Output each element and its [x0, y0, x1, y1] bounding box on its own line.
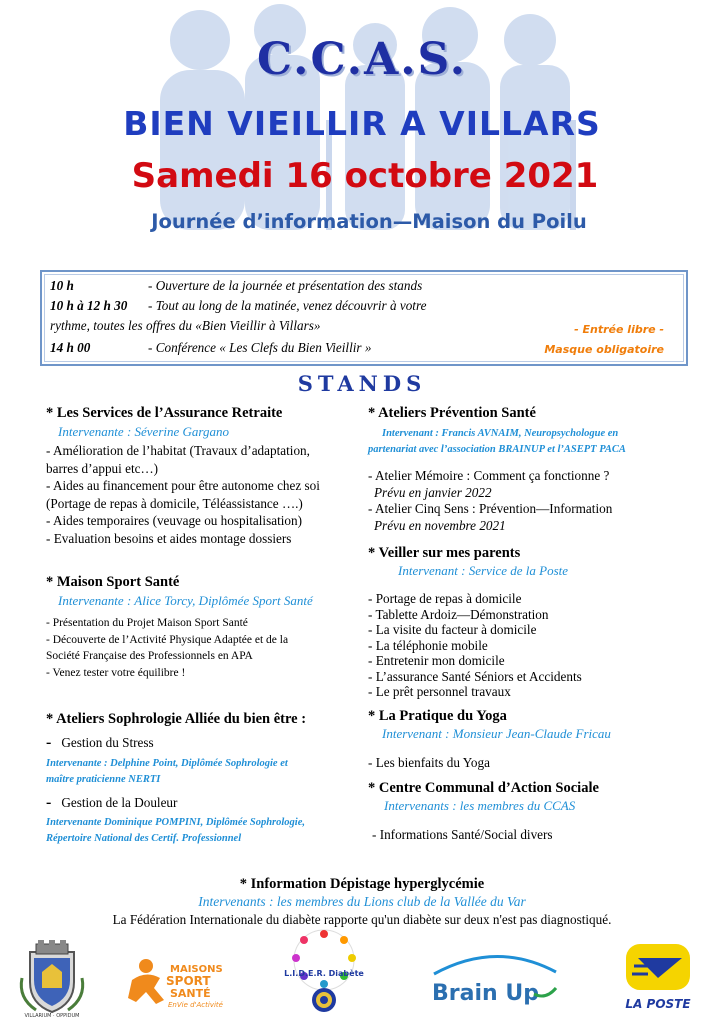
dash-bullet: - [46, 734, 52, 751]
info-federation-text: La Fédération Internationale du diabète rapporte qu'un diabète sur deux n'est pas diagnostiqué. [112, 912, 612, 927]
list-item: - Entretenir mon domicile [368, 653, 505, 668]
schedule-time: 10 h à 12 h 30 [50, 298, 128, 313]
ccas-title: C.C.A.S. [256, 34, 468, 85]
logo-line: EnVie d'Activité [168, 1001, 223, 1009]
logo-text: Brain Up [432, 981, 539, 1006]
entry-notice [544, 320, 664, 360]
stand-title: * Veiller sur mes parents [368, 545, 521, 561]
list-item-note: Prévu en janvier 2022 [374, 484, 492, 500]
stand-title: * Maison Sport Santé [46, 574, 180, 590]
list-item: - Evaluation besoins et aides montage dossiers [46, 530, 292, 546]
stand-items [46, 615, 366, 681]
villars-coat-of-arms-logo [16, 938, 88, 1018]
stand-speaker [46, 756, 366, 788]
brainup-logo [426, 948, 566, 1012]
speaker-line: Intervenante Dominique POMPINI, Diplômée Sophrologie, [46, 817, 306, 828]
list-item [46, 794, 366, 812]
list-item: (Portage de repas à domicile, Téléassistance ….) [46, 495, 303, 511]
list-item: - La visite du facteur à domicile [368, 622, 537, 637]
list-item [46, 734, 366, 752]
stand-speaker [368, 426, 698, 458]
speaker-line: Intervenante : Delphine Point, Diplômée Sophrologie et [46, 757, 288, 769]
speaker-line: partenariat avec l’association BRAINUP et l’ASEPT PACA [368, 444, 626, 455]
list-item: - Aides au financement pour être autonome chez soi [46, 478, 320, 493]
stand-items [368, 468, 698, 534]
stand-veiller-parents [368, 545, 698, 700]
stand-items [368, 591, 698, 700]
stand-maison-sport-sante [46, 574, 366, 681]
schedule-time: 10 h [50, 278, 74, 293]
speaker-line: Répertoire National des Certif. Professionnel [46, 833, 242, 844]
schedule-desc: - Tout au long de la matinée, venez découvrir à votre [148, 298, 427, 313]
list-item: - Venez tester votre équilibre ! [46, 666, 186, 679]
list-item: - Informations Santé/Social divers [372, 827, 553, 842]
list-item: - Aides temporaires (veuvage ou hospitalisation) [46, 513, 302, 528]
stand-prevention-sante [368, 405, 698, 534]
schedule-desc: - Conférence « Les Clefs du Bien Vieillir » [148, 340, 372, 355]
stand-sophrologie [46, 711, 366, 847]
stand-ccas [368, 780, 698, 844]
list-item: - Amélioration de l’habitat (Travaux d’adaptation, [46, 443, 310, 458]
schedule-box [40, 270, 688, 366]
list-item: - Présentation du Projet Maison Sport Santé [46, 617, 248, 629]
list-item-note: Prévu en novembre 2021 [374, 517, 506, 533]
logo-line: MAISONS [170, 964, 223, 975]
list-item: - La téléphonie mobile [368, 637, 488, 653]
list-item-label: Gestion de la Douleur [61, 794, 178, 810]
stand-title: * La Pratique du Yoga [368, 708, 507, 724]
mask-required-text: Masque obligatoire [544, 343, 664, 356]
logo-line: SANTÉ [170, 987, 211, 1000]
logo-motto: VILLARIUM · OPPIDUM [24, 1013, 80, 1018]
stands-heading: STANDS [297, 371, 427, 396]
list-item: - L’assurance Santé Séniors et Accidents [368, 668, 582, 684]
event-title: BIEN VIEILLIR A VILLARS [123, 104, 601, 143]
speaker-line: maître praticienne NERTI [46, 773, 161, 785]
list-item: - Découverte de l’Activité Physique Adaptée et de la [46, 633, 289, 646]
stand-speaker: Intervenants : les membres du CCAS [384, 798, 576, 813]
info-speakers: Intervenants : les membres du Lions club de la Vallée du Var [198, 894, 526, 909]
stand-speaker [46, 815, 366, 847]
stand-items [46, 442, 366, 547]
stand-speaker: Intervenant : Monsieur Jean-Claude Fricau [382, 726, 611, 741]
stand-speaker: Intervenante : Séverine Gargano [58, 424, 229, 439]
logo-text: L.I.D.E.R. Diabète [284, 969, 364, 978]
list-item: barres d’appui etc…) [46, 460, 159, 476]
maisons-sport-sante-logo [124, 952, 228, 1012]
list-item: - Atelier Cinq Sens : Prévention—Information [368, 501, 613, 516]
event-date: Samedi 16 octobre 2021 [131, 156, 599, 196]
stand-yoga [368, 708, 698, 772]
stand-title: * Ateliers Sophrologie Alliée du bien être : [46, 711, 307, 727]
schedule-desc: - Ouverture de la journée et présentation des stands [148, 278, 423, 293]
stand-title: * Ateliers Prévention Santé [368, 405, 536, 421]
list-item: - Atelier Mémoire : Comment ça fonctionne ? [368, 468, 610, 483]
stand-title: * Centre Communal d’Action Sociale [368, 780, 599, 796]
stand-speaker: Intervenant : Service de la Poste [398, 563, 569, 578]
la-poste-logo [612, 944, 704, 1016]
info-title: * Information Dépistage hyperglycémie [239, 876, 485, 892]
lider-diabete-logo [276, 926, 372, 1022]
stand-assurance-retraite [46, 405, 366, 547]
event-subtitle: Journée d’information—Maison du Poilu [151, 210, 587, 233]
schedule-time: 14 h 00 [50, 340, 91, 355]
dash-bullet: - [46, 793, 52, 811]
stand-title: * Les Services de l’Assurance Retraite [46, 405, 283, 421]
speaker-line: Intervenant : Francis AVNAIM, Neuropsychologue en [382, 428, 619, 439]
free-entry-text: - Entrée libre - [574, 323, 664, 336]
list-item: - Les bienfaits du Yoga [368, 755, 490, 770]
list-item-label: Gestion du Stress [61, 735, 154, 750]
list-item: - Tablette Ardoiz—Démonstration [368, 606, 549, 622]
list-item: Société Française des Professionnels en APA [46, 650, 253, 662]
list-item: - Le prêt personnel travaux [368, 684, 511, 699]
logo-line: SPORT [166, 974, 211, 988]
logo-text: LA POSTE [625, 997, 691, 1011]
schedule-desc: rythme, toutes les offres du «Bien Vieillir à Villars» [50, 318, 321, 333]
stand-speaker: Intervenante : Alice Torcy, Diplômée Sport Santé [58, 593, 313, 608]
list-item: - Portage de repas à domicile [368, 591, 522, 606]
